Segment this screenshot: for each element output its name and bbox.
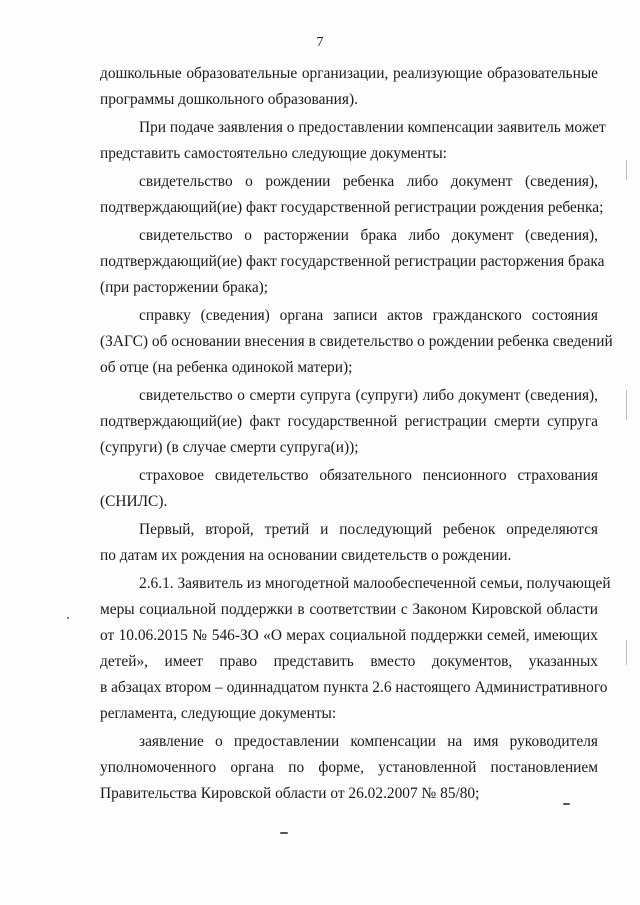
- text-line: подтверждающий(ие) факт государственной регистрации расторжения брака: [100, 253, 605, 270]
- text-line: (при расторжении брака);: [100, 279, 269, 296]
- text-line: в абзацах втором – одиннадцатом пункта 2.6 настоящего Административного: [100, 679, 608, 696]
- list-item-birth-certificate: свидетельство о рождении ребенка либо документ (сведения),: [139, 173, 598, 190]
- text-line: дошкольные образовательные организации, реализующие образовательные: [100, 65, 598, 82]
- text-line: подтверждающий(ие) факт государственной регистрации рождения ребенка;: [100, 199, 604, 216]
- text-line: Правительства Кировской области от 26.02.2007 № 85/80;: [100, 785, 480, 802]
- paragraph-start: При подаче заявления о предоставлении компенсации заявитель может: [139, 119, 606, 136]
- text-line: регламента, следующие документы:: [100, 705, 337, 722]
- paragraph-start: Первый, второй, третий и последующий ребенок определяются: [139, 521, 598, 538]
- text-line: меры социальной поддержки в соответствии с Законом Кировской области: [100, 601, 598, 618]
- page-number: 7: [316, 35, 324, 50]
- scan-speck: [626, 640, 627, 665]
- list-item-divorce-certificate: свидетельство о расторжении брака либо документ (сведения),: [139, 227, 598, 244]
- text-line: (ЗАГС) об основании внесения в свидетельство о рождении ребенка сведений: [100, 333, 613, 350]
- text-line: (супруги) (в случае смерти супруга(и));: [100, 439, 359, 456]
- scan-speck: [626, 390, 627, 420]
- list-item-death-certificate: свидетельство о смерти супруга (супруги) либо документ (сведения),: [139, 387, 598, 404]
- list-item-application: заявление о предоставлении компенсации на имя руководителя: [139, 733, 598, 750]
- scan-speck: [280, 832, 288, 834]
- scan-speck: [626, 160, 627, 180]
- text-line: программы дошкольного образования).: [100, 91, 358, 108]
- text-line: представить самостоятельно следующие документы:: [100, 145, 447, 162]
- scan-speck: [67, 617, 69, 619]
- text-line: детей», имеет право представить вместо документов, указанных: [100, 653, 598, 670]
- list-item-snils: страховое свидетельство обязательного пенсионного страхования: [139, 467, 598, 484]
- list-item-zags-reference: справку (сведения) органа записи актов гражданского состояния: [139, 307, 598, 324]
- text-line: об отце (на ребенка одинокой матери);: [100, 359, 353, 376]
- scan-speck: [563, 803, 570, 805]
- text-line: от 10.06.2015 № 546-ЗО «О мерах социальной поддержки семей, имеющих: [100, 627, 598, 644]
- text-line: по датам их рождения на основании свидетельств о рождении.: [100, 547, 512, 564]
- section-2-6-1: 2.6.1. Заявитель из многодетной малообеспеченной семьи, получающей: [139, 575, 611, 592]
- text-line: подтверждающий(ие) факт государственной регистрации смерти супруга: [100, 413, 598, 430]
- text-line: уполномоченного органа по форме, установленной постановлением: [100, 759, 598, 776]
- text-line: (СНИЛС).: [100, 493, 168, 510]
